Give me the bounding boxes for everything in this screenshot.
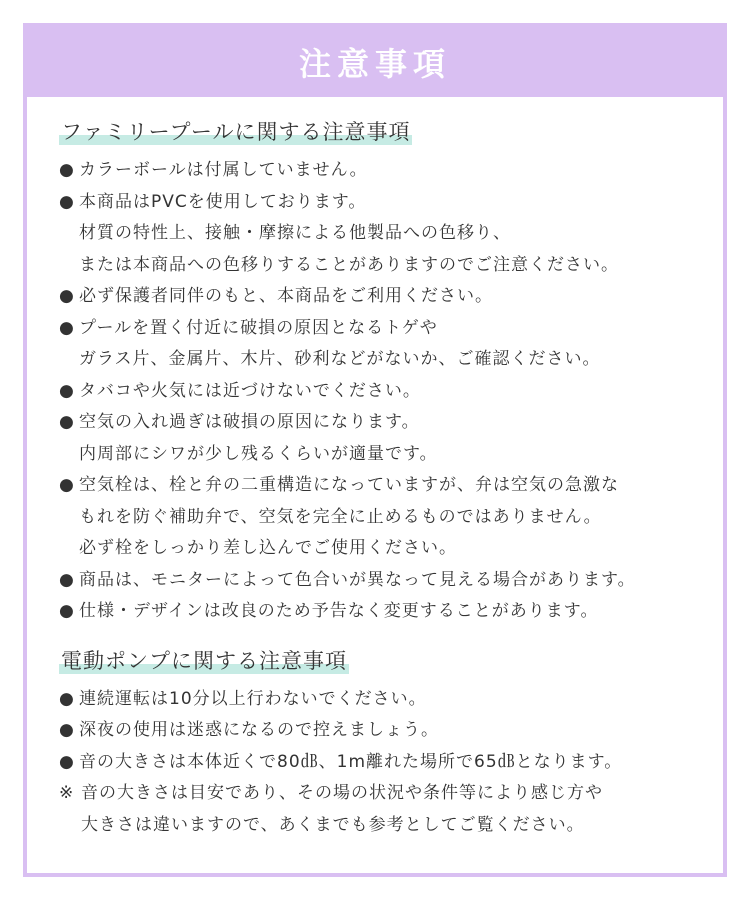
item-text: 必ず栓をしっかり差し込んでご使用ください。 xyxy=(79,538,457,558)
item-text: 内周部にシワが少し残るくらいが適量です。 xyxy=(79,443,438,464)
note-text: 音の大きさは目安であり、その場の状況や条件等により感じ方や xyxy=(81,783,603,803)
list-item xyxy=(59,313,723,376)
bullet-icon: ● xyxy=(59,412,75,432)
item-text: 本商品はPVCを使用しております。 xyxy=(79,191,367,212)
item-text: カラーボールは付属していません。 xyxy=(79,160,368,180)
item-text: タバコや火気には近づけないでください。 xyxy=(79,380,421,401)
bullet-icon: ● xyxy=(59,688,75,709)
item-text: または本商品への色移りすることがありますのでご注意ください。 xyxy=(79,254,619,275)
list-item xyxy=(59,376,723,408)
bullet-icon: ● xyxy=(59,751,75,772)
list-item xyxy=(59,407,723,470)
list-item xyxy=(59,684,723,716)
list-item xyxy=(59,715,723,747)
list-item xyxy=(59,747,723,779)
list-item xyxy=(59,596,723,628)
item-text: 深夜の使用は迷惑になるので控えましょう。 xyxy=(79,720,439,740)
item-text: 材質の特性上、接触・摩擦による他製品への色移り、 xyxy=(79,223,511,243)
bullet-icon: ● xyxy=(59,601,75,621)
bullet-icon: ● xyxy=(59,475,75,495)
section-title: 電動ポンプに関する注意事項 xyxy=(61,648,347,673)
item-text: もれを防ぐ補助弁で、空気を完全に止めるものではありません。 xyxy=(79,506,602,527)
page-title: 注意事項 xyxy=(298,45,451,83)
list-item xyxy=(59,281,723,313)
item-text: 必ず保護者同伴のもと、本商品をご利用ください。 xyxy=(79,286,493,306)
item-text: 連続運転は10分以上行わないでください。 xyxy=(79,688,427,709)
precaution-list xyxy=(59,155,723,628)
list-item xyxy=(59,155,723,187)
pump-precautions-section xyxy=(59,646,723,842)
precaution-list xyxy=(59,684,723,779)
bullet-icon: ● xyxy=(59,286,75,306)
item-text: 空気の入れ過ぎは破損の原因になります。 xyxy=(79,412,420,432)
list-item xyxy=(59,187,723,282)
item-text: 商品は、モニターによって色合いが異なって見える場合があります。 xyxy=(79,569,636,590)
notice-panel xyxy=(23,23,727,877)
bullet-icon: ● xyxy=(59,720,75,740)
section-title: ファミリープールに関する注意事項 xyxy=(61,120,411,144)
note-text: 大きさは違いますので、あくまでも参考としてご覧ください。 xyxy=(81,814,585,835)
list-item xyxy=(59,565,723,597)
notice-content xyxy=(27,97,723,841)
pool-precautions-section xyxy=(59,117,723,628)
note-mark-icon: ※ xyxy=(59,783,75,803)
header-bar xyxy=(27,27,723,97)
item-text: 音の大きさは本体近くで80㏈、1m離れた場所で65㏈となります。 xyxy=(79,751,623,772)
item-text: 空気栓は、栓と弁の二重構造になっていますが、弁は空気の急激な xyxy=(79,475,619,495)
item-text: プールを置く付近に破損の原因となるトゲや xyxy=(79,317,438,338)
item-text: 仕様・デザインは改良のため予告なく変更することがあります。 xyxy=(79,601,599,621)
bullet-icon: ● xyxy=(59,317,75,338)
list-item xyxy=(59,470,723,565)
bullet-icon: ● xyxy=(59,160,75,180)
bullet-icon: ● xyxy=(59,191,75,212)
item-text: ガラス片、金属片、木片、砂利などがないか、ご確認ください。 xyxy=(79,349,601,369)
bullet-icon: ● xyxy=(59,569,75,590)
bullet-icon: ● xyxy=(59,380,75,401)
reference-note xyxy=(59,778,723,841)
